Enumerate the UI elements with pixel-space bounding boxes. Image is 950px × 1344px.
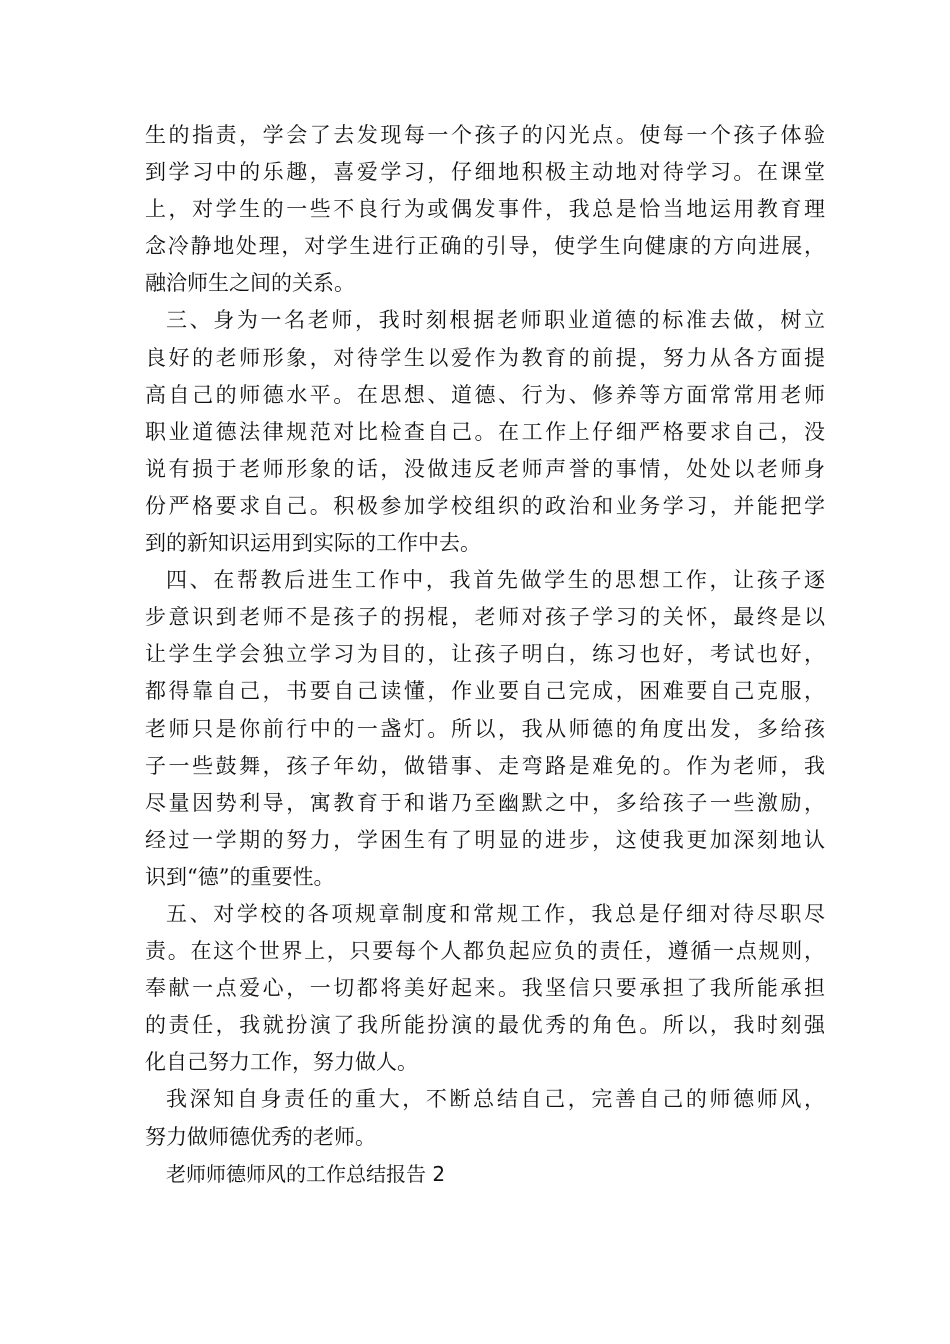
text-line: 老师只是你前行中的一盏灯。所以，我从师德的角度出发，多给孩 [145, 716, 825, 741]
text-line: 上，对学生的一些不良行为或偶发事件，我总是恰当地运用教育理 [145, 197, 825, 222]
text-line: 生的指责，学会了去发现每一个孩子的闪光点。使每一个孩子体验 [145, 123, 825, 147]
text-line: 经过一学期的努力，学困生有了明显的进步，这使我更加深刻地认 [145, 827, 825, 852]
text-line: 识到“德”的重要性。 [145, 864, 335, 889]
text-line: 高自己的师德水平。在思想、道德、行为、修养等方面常常用老师 [145, 382, 825, 407]
text-line: 化自己努力工作，努力做人。 [145, 1050, 418, 1075]
text-line: 子一些鼓舞，孩子年幼，做错事、走弯路是难免的。作为老师，我 [145, 753, 825, 778]
text-line: 责。在这个世界上，只要每个人都负起应负的责任，遵循一点规则， [145, 939, 825, 964]
text-line: 到的新知识运用到实际的工作中去。 [145, 531, 481, 556]
section-heading: 老师师德师风的工作总结报告 2 [166, 1161, 446, 1186]
text-line: 让学生学会独立学习为目的，让孩子明白，练习也好，考试也好， [145, 642, 825, 667]
text-line: 职业道德法律规范对比检查自己。在工作上仔细严格要求自己，没 [145, 419, 825, 444]
paragraph-start-line: 我深知自身责任的重大，不断总结自己，完善自己的师德师风， [166, 1087, 825, 1112]
text-line: 的责任，我就扮演了我所能扮演的最优秀的角色。所以，我时刻强 [145, 1013, 825, 1038]
paragraph-start-line: 四、在帮教后进生工作中，我首先做学生的思想工作，让孩子逐 [166, 568, 825, 593]
text-line: 融洽师生之间的关系。 [145, 271, 355, 296]
text-line: 尽量因势利导，寓教育于和谐乃至幽默之中，多给孩子一些激励， [145, 790, 825, 815]
text-line: 奉献一点爱心，一切都将美好起来。我坚信只要承担了我所能承担 [145, 976, 825, 1001]
text-line: 说有损于老师形象的话，没做违反老师声誉的事情，处处以老师身 [145, 456, 825, 481]
paragraph-start-line: 五、对学校的各项规章制度和常规工作，我总是仔细对待尽职尽 [166, 901, 825, 926]
text-line: 良好的老师形象，对待学生以爱作为教育的前提，努力从各方面提 [145, 345, 825, 370]
text-line: 都得靠自己，书要自己读懂，作业要自己完成，困难要自己克服， [145, 679, 825, 704]
text-line: 到学习中的乐趣，喜爱学习，仔细地积极主动地对待学习。在课堂 [145, 160, 825, 185]
text-line: 步意识到老师不是孩子的拐棍，老师对孩子学习的关怀，最终是以 [145, 605, 825, 630]
text-line: 念冷静地处理，对学生进行正确的引导，使学生向健康的方向进展， [145, 234, 825, 259]
document-body [145, 117, 825, 1193]
paragraph-start-line: 三、身为一名老师，我时刻根据老师职业道德的标准去做，树立 [166, 308, 825, 333]
text-line: 份严格要求自己。积极参加学校组织的政治和业务学习，并能把学 [145, 493, 825, 518]
text-line: 努力做师德优秀的老师。 [145, 1124, 376, 1149]
